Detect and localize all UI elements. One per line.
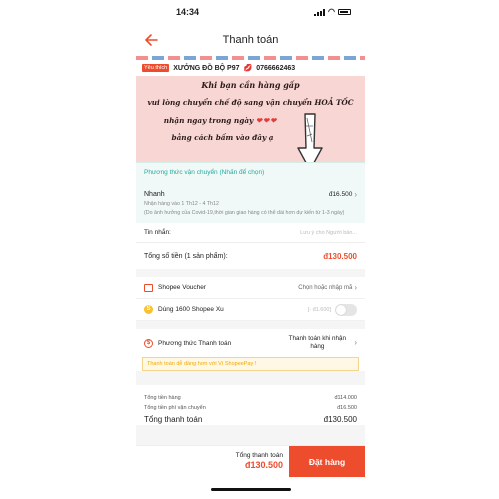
shop-row[interactable] — [136, 60, 365, 76]
message-input[interactable]: Lưu ý cho Người bán... — [300, 229, 357, 236]
status-icons — [314, 8, 351, 16]
back-arrow-icon[interactable] — [142, 30, 162, 50]
voucher-action: Chọn hoặc nhập mã — [298, 284, 353, 291]
coins-label: Dùng 1600 Shopee Xu — [158, 306, 224, 314]
order-total-row — [136, 243, 365, 269]
message-row[interactable] — [136, 223, 365, 243]
down-arrow-icon — [295, 112, 325, 162]
summary-row-shipping — [144, 403, 357, 413]
voucher-action-wrap — [298, 283, 357, 292]
summary-value: đ114.000 — [334, 395, 357, 402]
summary-grand-label: Tổng thanh toán — [144, 414, 203, 424]
shipping-method-section[interactable] — [136, 162, 365, 223]
payment-summary — [136, 385, 365, 425]
payment-icon: $ — [144, 339, 153, 348]
shipping-price: đ16.500 — [328, 191, 353, 198]
shopee-coins-row — [136, 299, 365, 321]
section-gap — [136, 269, 365, 277]
coins-toggle[interactable] — [335, 304, 357, 316]
order-total-amount: đ130.500 — [323, 251, 357, 261]
section-gap — [136, 321, 365, 329]
lips-icon: 💋 — [243, 65, 253, 72]
shop-name: XƯỞNG ĐỒ BỘ P97 — [173, 64, 240, 72]
status-time: 14:34 — [176, 7, 200, 17]
coin-icon: S — [144, 305, 153, 314]
voucher-icon — [144, 284, 153, 292]
shipping-note: (Do ảnh hưởng của Covid-19,thời gian giao hàng có thể dài hơn dự kiến từ 1-3 ngày) — [144, 210, 345, 217]
summary-label: Tổng tiền hàng — [144, 395, 181, 402]
shipping-eta: Nhận hàng vào 1 Th12 - 4 Th12 — [144, 201, 219, 207]
shopeepay-promo-bar[interactable]: Thanh toán dễ dàng hơn với Ví ShopeePay ! — [142, 357, 359, 371]
favorite-badge: Yêu thích — [144, 65, 168, 71]
shipping-header: Phương thức vận chuyển (Nhấn để chọn) — [144, 169, 265, 176]
banner-line-3-text: nhận ngay trong ngày — [163, 116, 254, 125]
shipping-price-wrap — [329, 190, 357, 199]
page-title: Thanh toán — [222, 34, 279, 46]
shop-phone: 0766662463 — [256, 64, 296, 72]
banner-line-1: Khi bạn cần hàng gấp — [201, 80, 300, 90]
banner-line-2: vui lòng chuyển chế độ sang vận chuyển HOẢ TỐC — [147, 98, 354, 107]
summary-row-goods — [144, 393, 357, 403]
express-shipping-banner[interactable] — [136, 76, 365, 162]
voucher-label: Shopee Voucher — [158, 284, 207, 292]
place-order-button[interactable]: Đặt hàng — [289, 446, 365, 478]
hearts-icon: ❤❤❤ — [255, 116, 278, 125]
order-total-label: Tổng số tiền (1 sản phẩm): — [144, 252, 228, 260]
battery-icon — [338, 9, 351, 15]
payment-label: Phương thức Thanh toán — [158, 339, 232, 347]
checkout-total — [136, 452, 289, 471]
checkout-total-label: Tổng thanh toán — [235, 452, 283, 460]
status-bar — [136, 0, 365, 24]
section-gap — [136, 377, 365, 385]
coins-value: [- đ1.600] — [307, 306, 331, 313]
payment-method-row[interactable] — [136, 329, 365, 357]
home-indicator[interactable] — [211, 488, 291, 491]
payment-method-value: Thanh toán khi nhận hàng — [288, 335, 347, 351]
nav-bar — [136, 24, 365, 56]
summary-row-grand — [144, 413, 357, 425]
wifi-icon: ◠ — [328, 7, 335, 16]
order-block — [136, 223, 365, 269]
checkout-bar — [136, 445, 365, 477]
home-area — [136, 477, 365, 499]
checkout-total-value: đ130.500 — [244, 460, 283, 470]
phone-screen — [136, 0, 365, 499]
shopee-voucher-row[interactable] — [136, 277, 365, 299]
summary-value: đ16.500 — [337, 405, 357, 412]
signal-icon — [314, 9, 325, 16]
chevron-right-icon: › — [354, 190, 357, 199]
shipping-method-name: Nhanh — [144, 191, 165, 198]
banner-line-4: bằng cách bấm vào đây ạ — [171, 133, 274, 142]
chevron-right-icon: › — [354, 338, 357, 348]
shipping-option-row[interactable] — [144, 190, 357, 199]
payment-block — [136, 329, 365, 371]
message-label: Tin nhắn: — [144, 229, 171, 237]
chevron-right-icon: › — [354, 283, 357, 293]
payment-method-wrap — [282, 335, 357, 351]
summary-grand-value: đ130.500 — [323, 414, 357, 424]
summary-label: Tổng tiền phí vận chuyển — [144, 405, 206, 412]
